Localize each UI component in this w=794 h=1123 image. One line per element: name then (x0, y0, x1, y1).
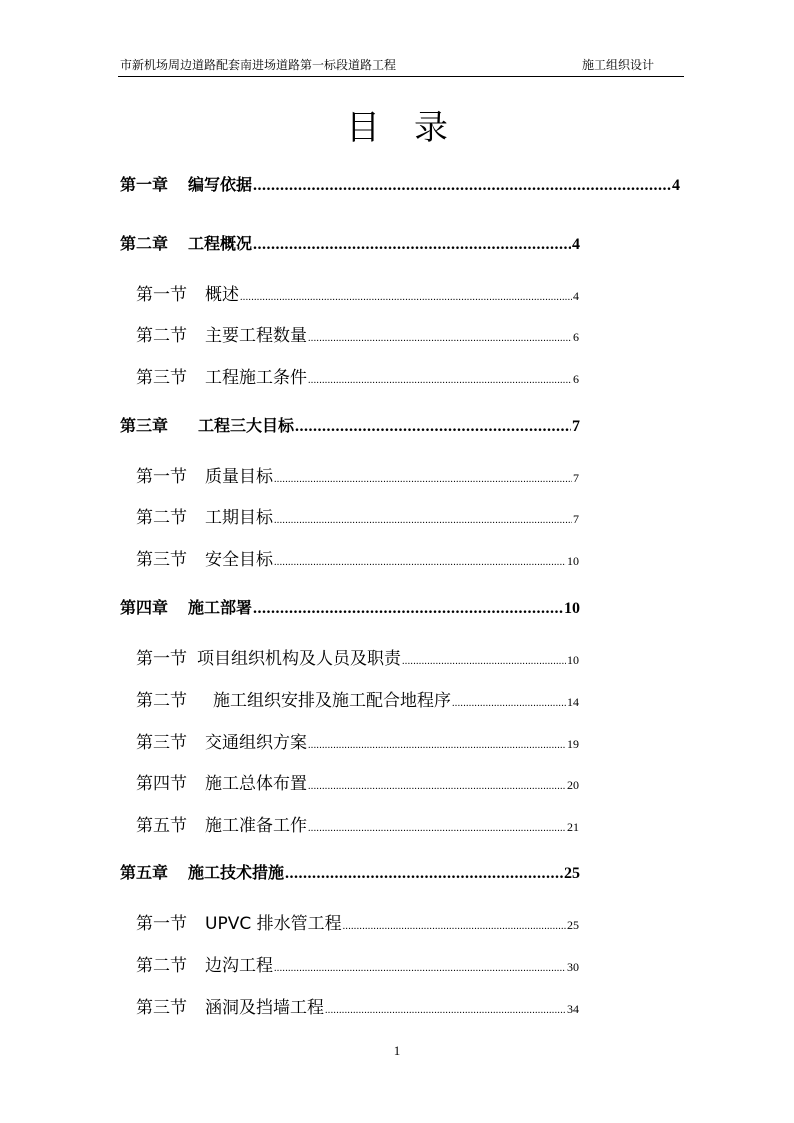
toc-chapter-4[interactable] (120, 595, 580, 619)
toc-section-2-3[interactable] (136, 363, 579, 387)
toc-section-title: 交通组织方案 (205, 733, 307, 753)
toc-section-4-1[interactable] (136, 644, 579, 668)
toc-chapter-title: 工程三大目标 (198, 416, 295, 435)
toc-chapter-label: 第一章 (120, 175, 169, 194)
toc-page-number: 10 (564, 600, 580, 617)
toc-leader-dots (285, 865, 563, 883)
toc-chapter-title: 施工部署 (188, 598, 253, 617)
toc-leader-dots (274, 557, 566, 568)
toc-leader-dots (308, 823, 566, 834)
page-title: 目录 (346, 108, 482, 148)
toc-chapter-title: 编写依据 (188, 175, 253, 194)
toc-section-title: 工程施工条件 (205, 368, 307, 388)
toc-section-label: 第四节 (136, 774, 187, 794)
toc-section-label: 第一节 (136, 914, 187, 934)
toc-leader-dots (308, 740, 566, 751)
toc-chapter-title: 工程概况 (188, 234, 253, 253)
toc-leader-dots (402, 656, 566, 667)
toc-section-3-2[interactable] (136, 503, 579, 527)
toc-section-3-3[interactable] (136, 545, 579, 569)
toc-leader-dots (308, 781, 566, 792)
toc-section-label: 第二节 (136, 691, 187, 711)
toc-page-number: 20 (567, 778, 579, 792)
toc-section-5-2[interactable] (136, 951, 579, 975)
toc-section-label: 第三节 (136, 998, 187, 1018)
toc-page-number: 10 (567, 554, 579, 568)
toc-leader-dots (253, 236, 571, 254)
toc-chapter-2[interactable] (120, 231, 580, 255)
toc-page-number: 10 (567, 653, 579, 667)
toc-section-label: 第三节 (136, 733, 187, 753)
toc-section-label: 第三节 (136, 550, 187, 570)
toc-section-title: 施工组织安排及施工配合地程序 (213, 691, 451, 711)
toc-page-number: 25 (567, 918, 579, 932)
toc-page-number: 25 (564, 865, 580, 882)
toc-section-title: 概述 (205, 285, 239, 305)
page-header (118, 56, 684, 77)
toc-page-number: 4 (672, 177, 680, 194)
toc-section-label: 第一节 (136, 285, 187, 305)
toc-page-number: 30 (567, 960, 579, 974)
toc-section-label: 第一节 (136, 467, 187, 487)
toc-chapter-title: 施工技术措施 (188, 863, 285, 882)
toc-section-label: 第二节 (136, 326, 187, 346)
toc-page-number: 6 (573, 330, 579, 344)
toc-page-number: 6 (573, 372, 579, 386)
toc-section-4-2[interactable] (136, 686, 579, 710)
page-number-footer: 1 (393, 1043, 401, 1058)
toc-section-label: 第二节 (136, 508, 187, 528)
toc-section-4-5[interactable] (136, 811, 579, 835)
toc-leader-dots (274, 515, 572, 526)
toc-section-4-4[interactable] (136, 769, 579, 793)
toc-chapter-5[interactable] (120, 860, 580, 884)
toc-leader-dots (253, 600, 563, 618)
header-document-type: 施工组织设计 (581, 58, 654, 72)
toc-chapter-1[interactable] (120, 172, 680, 196)
toc-page-number: 19 (567, 737, 579, 751)
toc-page-number: 7 (573, 471, 579, 485)
toc-page-number: 7 (573, 512, 579, 526)
toc-chapter-label: 第三章 (120, 416, 169, 435)
toc-leader-dots (240, 292, 572, 303)
toc-leader-dots (295, 418, 571, 436)
toc-leader-dots (325, 1005, 566, 1016)
toc-leader-dots (343, 921, 566, 932)
toc-page-number: 21 (567, 820, 579, 834)
toc-section-3-1[interactable] (136, 462, 579, 486)
toc-chapter-3[interactable] (120, 413, 580, 437)
toc-section-title: UPVC 排水管工程 (205, 914, 342, 934)
toc-section-label: 第五节 (136, 816, 187, 836)
toc-section-title: 安全目标 (205, 550, 273, 570)
toc-leader-dots (253, 177, 671, 195)
toc-section-title: 项目组织机构及人员及职责 (197, 649, 401, 669)
toc-section-title: 施工准备工作 (205, 816, 307, 836)
toc-section-title: 涵洞及挡墙工程 (205, 998, 324, 1018)
toc-section-5-1[interactable] (136, 909, 579, 933)
toc-leader-dots (274, 963, 566, 974)
toc-page-number: 34 (567, 1002, 579, 1016)
toc-section-title: 工期目标 (205, 508, 273, 528)
toc-leader-dots (308, 375, 572, 386)
toc-section-2-2[interactable] (136, 321, 579, 345)
toc-leader-dots (308, 333, 572, 344)
toc-chapter-label: 第五章 (120, 863, 169, 882)
toc-section-title: 边沟工程 (205, 956, 273, 976)
toc-page-number: 4 (573, 289, 579, 303)
toc-section-label: 第二节 (136, 956, 187, 976)
toc-section-2-1[interactable] (136, 280, 579, 304)
toc-section-5-3[interactable] (136, 993, 579, 1017)
toc-page-number: 7 (572, 418, 580, 435)
toc-chapter-label: 第二章 (120, 234, 169, 253)
toc-section-label: 第一节 (136, 649, 187, 669)
toc-page-number: 14 (567, 695, 579, 709)
toc-section-title: 质量目标 (205, 467, 273, 487)
toc-leader-dots (274, 474, 572, 485)
toc-leader-dots (452, 698, 566, 709)
toc-section-4-3[interactable] (136, 728, 579, 752)
toc-section-title: 施工总体布置 (205, 774, 307, 794)
toc-section-label: 第三节 (136, 368, 187, 388)
header-project-name: 市新机场周边道路配套南进场道路第一标段道路工程 (120, 58, 397, 72)
toc-page-number: 4 (572, 236, 580, 253)
toc-section-title: 主要工程数量 (205, 326, 307, 346)
toc-chapter-label: 第四章 (120, 598, 169, 617)
